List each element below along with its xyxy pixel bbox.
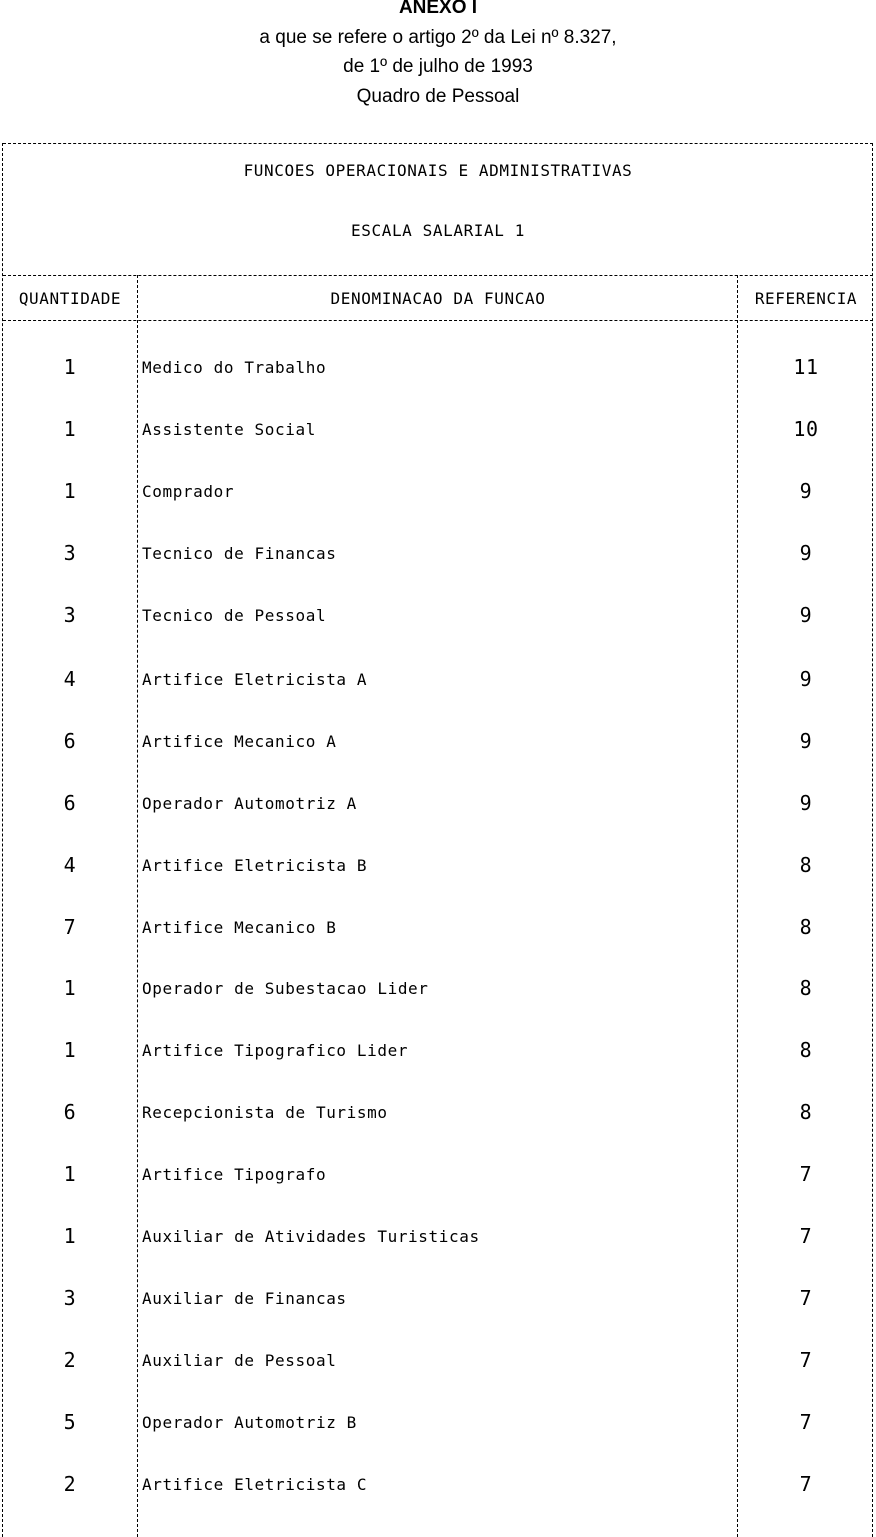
table-header-divider bbox=[3, 320, 873, 321]
scale-title: ESCALA SALARIAL 1 bbox=[351, 221, 525, 240]
function-name-cell: Comprador bbox=[142, 482, 235, 501]
reference-cell: 8 bbox=[799, 853, 813, 877]
quantity-cell: 3 bbox=[63, 541, 77, 565]
function-name-cell: Artifice Eletricista C bbox=[142, 1475, 368, 1494]
reference-cell: 7 bbox=[799, 1410, 813, 1434]
quantity-cell: 4 bbox=[63, 667, 77, 691]
table-row bbox=[0, 976, 876, 1006]
quantity-cell: 1 bbox=[63, 976, 77, 1000]
quantity-cell: 1 bbox=[63, 355, 77, 379]
table-row bbox=[0, 355, 876, 385]
function-name-cell: Medico do Trabalho bbox=[142, 358, 327, 377]
table-row bbox=[0, 791, 876, 821]
table-row bbox=[0, 1286, 876, 1316]
table-row bbox=[0, 915, 876, 945]
document-header bbox=[0, 0, 876, 111]
function-name-cell: Auxiliar de Pessoal bbox=[142, 1351, 337, 1370]
reference-cell: 8 bbox=[799, 1100, 813, 1124]
reference-cell: 7 bbox=[799, 1286, 813, 1310]
table-right-border bbox=[872, 143, 873, 1537]
function-name-cell: Artifice Tipografo bbox=[142, 1165, 327, 1184]
table-row bbox=[0, 1348, 876, 1378]
reference-cell: 8 bbox=[799, 915, 813, 939]
reference-cell: 9 bbox=[799, 791, 813, 815]
function-name-cell: Tecnico de Pessoal bbox=[142, 606, 327, 625]
reference-cell: 9 bbox=[799, 729, 813, 753]
quantity-cell: 1 bbox=[63, 479, 77, 503]
quantity-cell: 1 bbox=[63, 417, 77, 441]
column-header-quantity: QUANTIDADE bbox=[18, 289, 122, 308]
quantity-cell: 6 bbox=[63, 1100, 77, 1124]
reference-cell: 7 bbox=[799, 1348, 813, 1372]
quantity-cell: 1 bbox=[63, 1162, 77, 1186]
law-date-line: de 1º de julho de 1993 bbox=[343, 56, 533, 77]
quantity-cell: 6 bbox=[63, 729, 77, 753]
table-row bbox=[0, 667, 876, 697]
quantity-cell: 3 bbox=[63, 1286, 77, 1310]
function-name-cell: Auxiliar de Atividades Turisticas bbox=[142, 1227, 480, 1246]
reference-cell: 7 bbox=[799, 1162, 813, 1186]
reference-cell: 9 bbox=[799, 541, 813, 565]
function-name-cell: Artifice Mecanico B bbox=[142, 918, 337, 937]
quantity-cell: 2 bbox=[63, 1472, 77, 1496]
reference-cell: 11 bbox=[793, 355, 819, 379]
column-header-function: DENOMINACAO DA FUNCAO bbox=[330, 289, 546, 308]
table-left-border bbox=[2, 143, 3, 1537]
staff-table-title: Quadro de Pessoal bbox=[356, 85, 520, 107]
section-title: FUNCOES OPERACIONAIS E ADMINISTRATIVAS bbox=[243, 161, 633, 180]
table-row bbox=[0, 1410, 876, 1440]
function-name-cell: Operador de Subestacao Lider bbox=[142, 979, 429, 998]
function-name-cell: Artifice Eletricista A bbox=[142, 670, 368, 689]
quantity-cell: 6 bbox=[63, 791, 77, 815]
function-name-cell: Artifice Tipografico Lider bbox=[142, 1041, 409, 1060]
table-top-border bbox=[3, 143, 873, 144]
table-row bbox=[0, 1038, 876, 1068]
table-row bbox=[0, 1162, 876, 1192]
table-row bbox=[0, 729, 876, 759]
reference-cell: 8 bbox=[799, 1038, 813, 1062]
table-row bbox=[0, 1224, 876, 1254]
quantity-cell: 3 bbox=[63, 603, 77, 627]
table-row bbox=[0, 603, 876, 633]
function-name-cell: Artifice Mecanico A bbox=[142, 732, 337, 751]
table-row bbox=[0, 1100, 876, 1130]
quantity-cell: 1 bbox=[63, 1038, 77, 1062]
annex-title: ANEXO I bbox=[398, 0, 478, 18]
reference-cell: 9 bbox=[799, 479, 813, 503]
function-name-cell: Assistente Social bbox=[142, 420, 316, 439]
function-name-cell: Artifice Eletricista B bbox=[142, 856, 368, 875]
table-row bbox=[0, 541, 876, 571]
quantity-cell: 5 bbox=[63, 1410, 77, 1434]
quantity-cell: 7 bbox=[63, 915, 77, 939]
table-title-divider bbox=[3, 275, 873, 276]
function-name-cell: Tecnico de Financas bbox=[142, 544, 337, 563]
law-reference-line: a que se refere o artigo 2º da Lei nº 8.327, bbox=[259, 26, 617, 48]
table-row bbox=[0, 1472, 876, 1502]
function-name-cell: Auxiliar de Financas bbox=[142, 1289, 347, 1308]
reference-cell: 9 bbox=[799, 603, 813, 627]
function-name-cell: Operador Automotriz A bbox=[142, 794, 357, 813]
function-name-cell: Operador Automotriz B bbox=[142, 1413, 357, 1432]
reference-cell: 8 bbox=[799, 976, 813, 1000]
reference-cell: 10 bbox=[793, 417, 819, 441]
quantity-cell: 4 bbox=[63, 853, 77, 877]
table-row bbox=[0, 479, 876, 509]
function-name-cell: Recepcionista de Turismo bbox=[142, 1103, 388, 1122]
column-header-reference: REFERENCIA bbox=[754, 289, 858, 308]
reference-cell: 7 bbox=[799, 1224, 813, 1248]
reference-cell: 9 bbox=[799, 667, 813, 691]
table-row bbox=[0, 853, 876, 883]
quantity-cell: 1 bbox=[63, 1224, 77, 1248]
table-row bbox=[0, 417, 876, 447]
reference-cell: 7 bbox=[799, 1472, 813, 1496]
quantity-cell: 2 bbox=[63, 1348, 77, 1372]
